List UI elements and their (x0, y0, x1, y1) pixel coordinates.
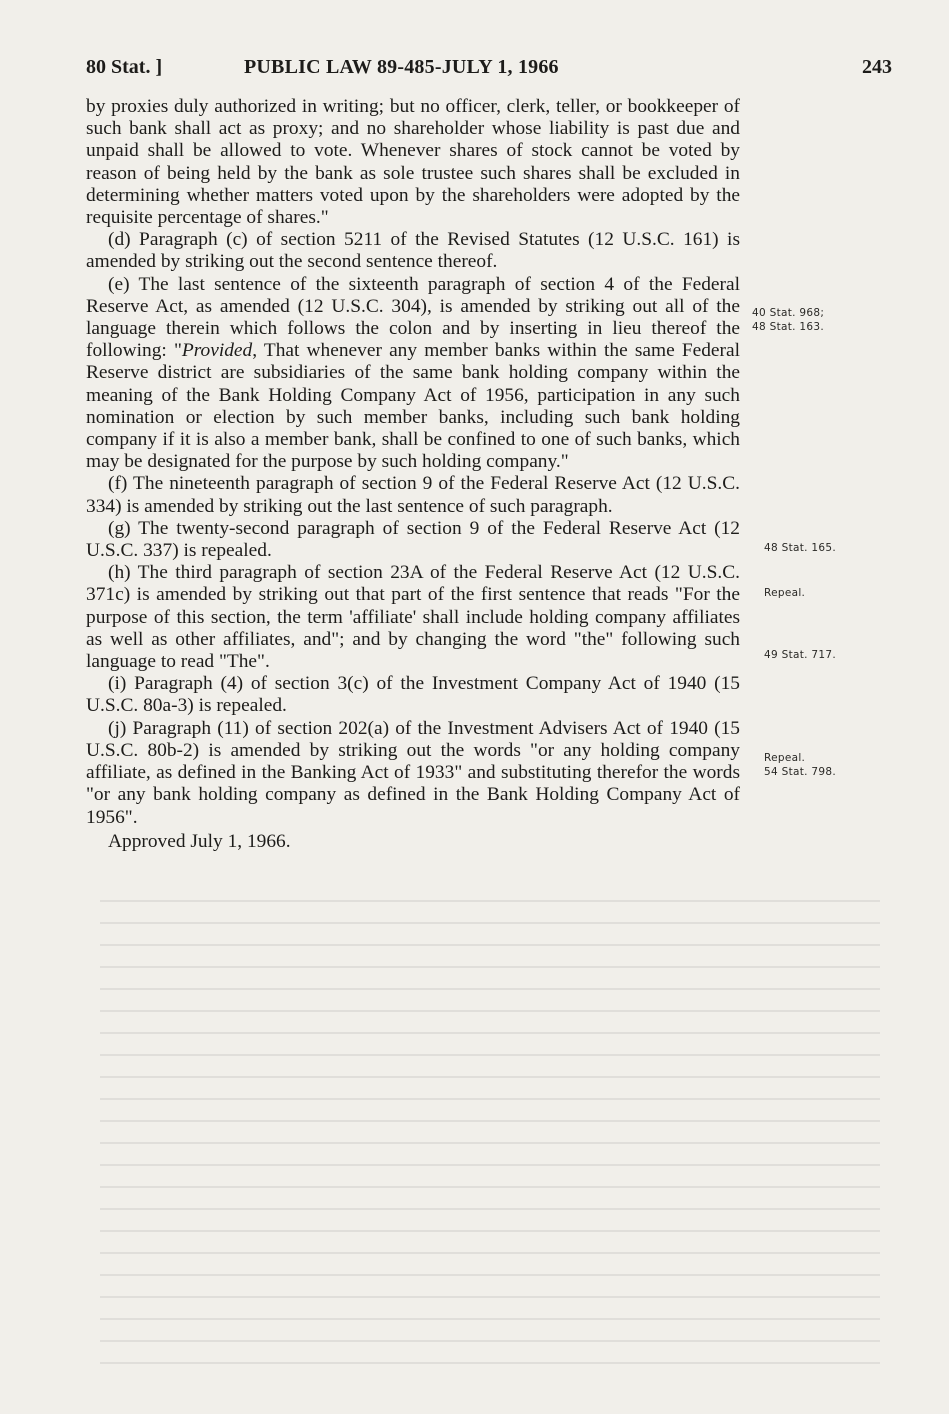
paragraph-e-after: , That whenever any member banks within the same Federal Reserve district are subsidiaries of the same bank holding company within the meaning of the Bank Holding Company Act of 1956, participation in any such nomination or election by such member banks, including such bank holding company if it is also a member bank, shall be confined to one of such banks, which may be designated for the purpose by such holding company." (86, 340, 740, 473)
margin-note-line: 48 Stat. 163. (752, 321, 824, 333)
page-header (86, 56, 892, 82)
paragraph-e-before: (e) The last sentence of the sixteenth paragraph of section 4 of the Federal Reserve Act, as amended (12 U.S.C. 304), is amended by striking out all of the language therein which follows the colon and by inserting in lieu thereof the following: " (86, 273, 740, 362)
paragraph-j: (j) Paragraph (11) of section 202(a) of the Investment Advisers Act of 1940 (15 U.S.C. 80b-2) is amended by striking out the words "or any holding company affiliate, as defined in the Banking Act of 1933" and substituting therefor the words "or any bank holding company as defined in the Bank Holding Company Act of 1956". (86, 717, 740, 828)
paragraph-e (86, 274, 740, 474)
approval-date: Approved July 1, 1966. (108, 830, 291, 852)
margin-note-stat-968 (752, 306, 872, 334)
paragraph-h: (h) The third paragraph of section 23A of the Federal Reserve Act (12 U.S.C. 371c) is amended by striking out that part of the first sentence that reads "For the purpose of this section, the term 'affiliate' shall include holding company affiliates as well as other affiliates, and"; and by changing the word "the" following such language to read "The". (86, 562, 740, 673)
margin-note-line: 40 Stat. 968; (752, 307, 825, 319)
paragraph-e-italic: Provided (181, 340, 253, 362)
paragraph-g: (g) The twenty-second paragraph of section 9 of the Federal Reserve Act (12 U.S.C. 337) is repealed. (86, 517, 740, 562)
margin-note-line: Repeal. (764, 752, 806, 764)
stat-volume: 80 Stat. ] (86, 56, 163, 78)
show-through-bleed (100, 900, 880, 1380)
margin-note-repeal-798 (764, 751, 884, 779)
margin-note-line: 54 Stat. 798. (764, 766, 836, 778)
margin-note-repeal: Repeal. (764, 587, 806, 599)
page-title: PUBLIC LAW 89-485-JULY 1, 1966 (244, 56, 559, 78)
page-number: 243 (862, 56, 892, 78)
margin-note-stat-165: 48 Stat. 165. (764, 542, 836, 554)
paragraph-d: (d) Paragraph (c) of section 5211 of the Revised Statutes (12 U.S.C. 161) is amended by striking out the second sentence thereof. (86, 229, 740, 273)
paragraph-f: (f) The nineteenth paragraph of section 9 of the Federal Reserve Act (12 U.S.C. 334) is amended by striking out the last sentence of such paragraph. (86, 473, 740, 517)
margin-note-stat-717: 49 Stat. 717. (764, 649, 836, 661)
statute-body (86, 96, 740, 853)
paragraph-i: (i) Paragraph (4) of section 3(c) of the Investment Company Act of 1940 (15 U.S.C. 80a-3) is repealed. (86, 673, 740, 717)
paragraph-continuation: by proxies duly authorized in writing; but no officer, clerk, teller, or bookkeeper of such bank shall act as proxy; and no shareholder whose liability is past due and unpaid shall be allowed to vote. Whenever shares of stock cannot be voted by reason of being held by the bank as sole trustee such shares shall be excluded in determining whether matters voted upon by the shareholders were adopted by the requisite percentage of shares." (86, 96, 740, 229)
